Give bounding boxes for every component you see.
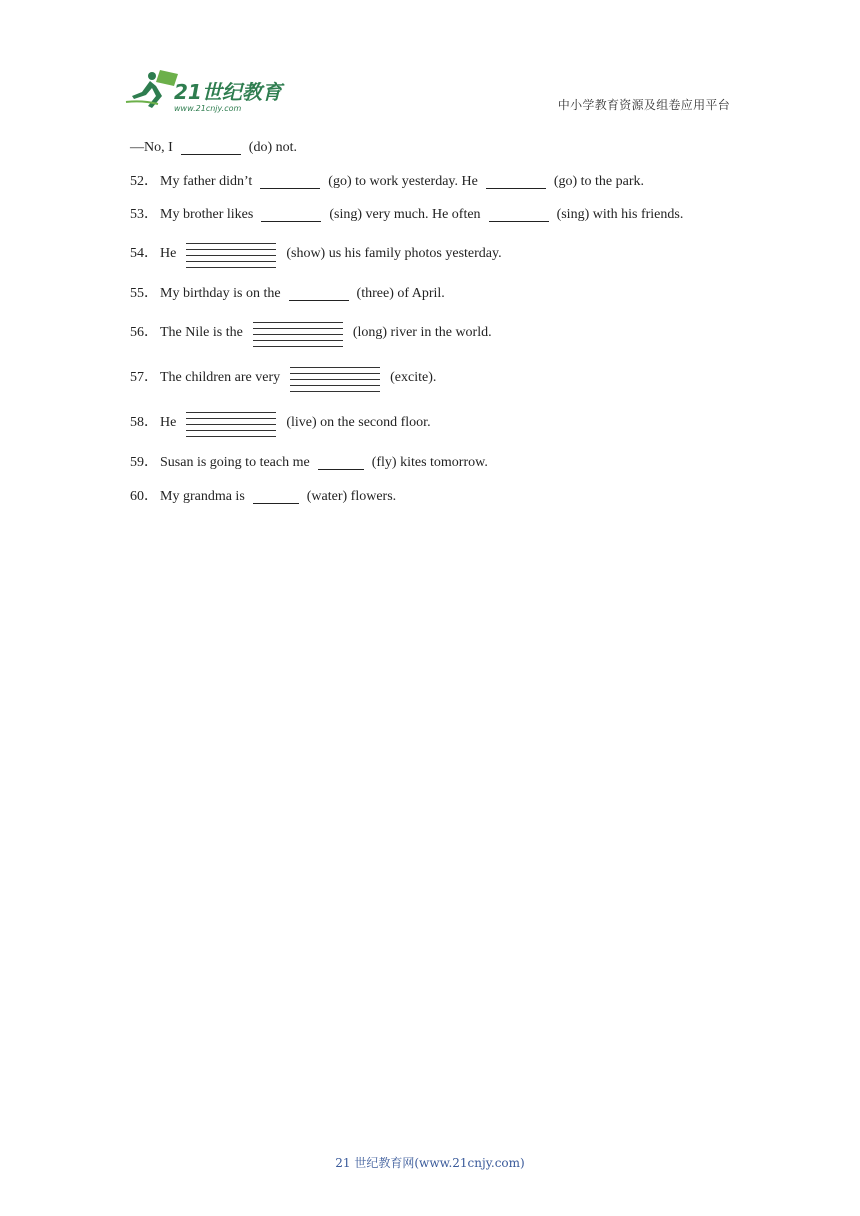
answer-blank (181, 142, 241, 155)
answer-blank (489, 209, 549, 222)
question-text: (fly) kites tomorrow. (371, 455, 488, 470)
answer-blank (253, 491, 299, 504)
list-item (130, 206, 683, 224)
list-item (130, 285, 445, 303)
list-item (130, 139, 297, 157)
question-text: —No, I (130, 140, 173, 155)
question-number: 55． (130, 286, 158, 301)
answer-blank (260, 176, 320, 189)
answer-blank-box (186, 410, 276, 436)
question-number: 52． (130, 174, 158, 189)
answer-blank-box (290, 365, 380, 391)
list-item (130, 317, 492, 349)
list-item (130, 238, 502, 270)
header-platform-text: 中小学教育资源及组卷应用平台 (557, 98, 730, 112)
list-item (130, 488, 396, 506)
question-text: My brother likes (160, 207, 254, 222)
question-number: 59． (130, 455, 158, 470)
list-item (130, 173, 644, 191)
list-item (130, 362, 436, 394)
question-number: 56． (130, 325, 158, 340)
question-number: 54． (130, 246, 158, 261)
question-text: (live) on the second floor. (286, 415, 431, 430)
logo (122, 66, 292, 114)
question-text: (go) to the park. (553, 174, 645, 189)
question-text: The Nile is the (160, 325, 243, 340)
page-footer: 21 世纪教育网(www.21cnjy.com) (335, 1156, 525, 1170)
list-item (130, 454, 488, 472)
answer-blank (318, 457, 364, 470)
runner-logo-icon (122, 66, 292, 114)
question-text: (three) of April. (356, 286, 445, 301)
question-text: (excite). (390, 370, 437, 385)
answer-blank-box (253, 320, 343, 346)
answer-blank (261, 209, 321, 222)
svg-text:www.21cnjy.com: www.21cnjy.com (174, 104, 242, 113)
question-text: He (160, 415, 177, 430)
list-item (130, 407, 431, 439)
question-text: (water) flowers. (306, 489, 397, 504)
question-text: Susan is going to teach me (160, 455, 310, 470)
question-text: (do) not. (248, 140, 297, 155)
question-number: 53． (130, 207, 158, 222)
question-text: My father didn’t (160, 174, 253, 189)
question-text: He (160, 246, 177, 261)
question-number: 57． (130, 370, 158, 385)
page-header (0, 0, 860, 120)
question-text: (show) us his family photos yesterday. (286, 246, 502, 261)
question-text: The children are very (160, 370, 281, 385)
question-number: 60． (130, 489, 158, 504)
question-text: (sing) with his friends. (556, 207, 684, 222)
question-number: 58． (130, 415, 158, 430)
answer-blank (486, 176, 546, 189)
answer-blank (289, 288, 349, 301)
question-text: My birthday is on the (160, 286, 281, 301)
question-text: (sing) very much. He often (329, 207, 481, 222)
svg-text:21世纪教育: 21世纪教育 (174, 80, 282, 104)
question-text: (go) to work yesterday. He (328, 174, 478, 189)
answer-blank-box (186, 241, 276, 267)
question-text: (long) river in the world. (352, 325, 492, 340)
question-text: My grandma is (160, 489, 245, 504)
